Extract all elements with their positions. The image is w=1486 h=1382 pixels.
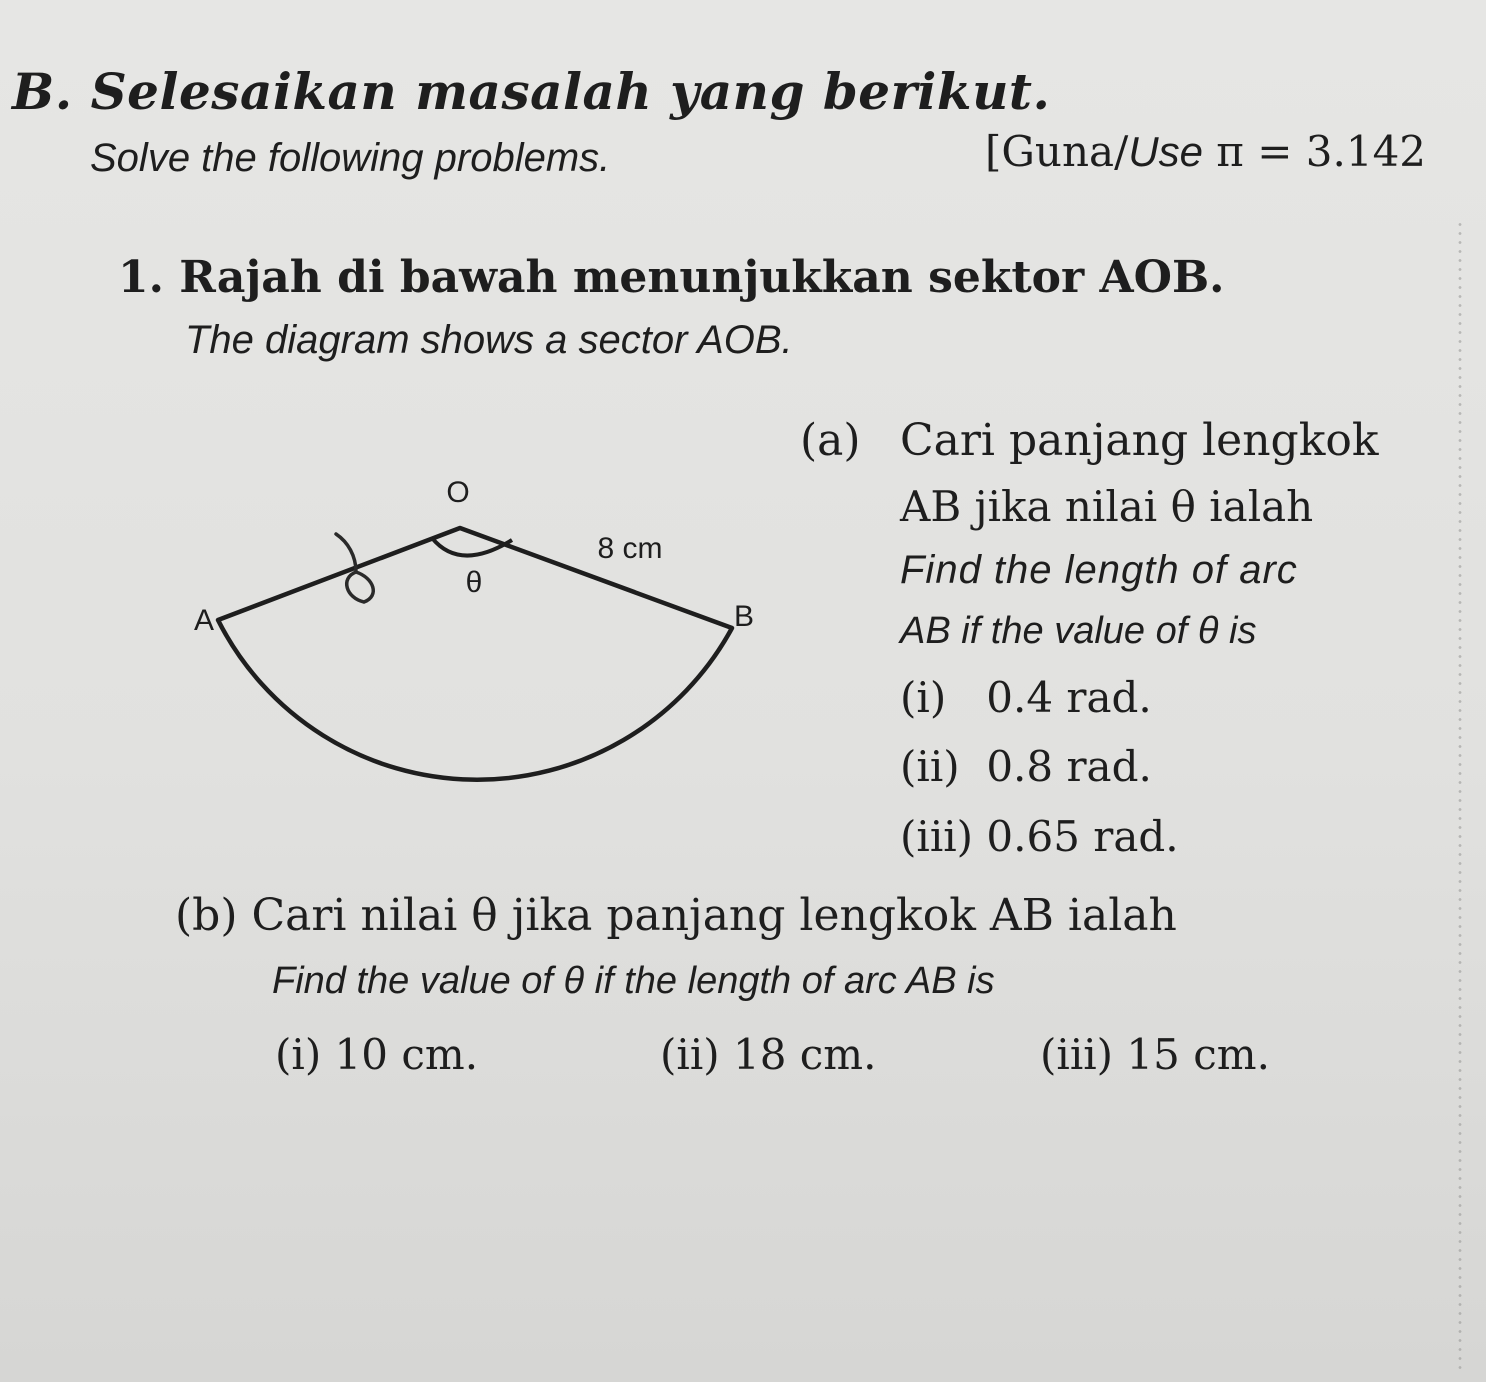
pi-note (985, 127, 1426, 176)
label-theta: θ (465, 566, 483, 599)
section-heading-ms: B. Selesaikan masalah yang berikut. (12, 62, 1051, 121)
part-a-text-en-2: AB if the value of θ is (900, 610, 1257, 652)
pi-note-prefix: [Guna/ (985, 127, 1129, 176)
part-a-label: (a) (800, 415, 861, 466)
binding-margin-dots (1455, 220, 1465, 1370)
sector-diagram (160, 460, 780, 820)
part-b-text-ms: (b) Cari nilai θ jika panjang lengkok AB ialah (175, 890, 1177, 941)
part-a-text-ms-2: AB jika nilai θ ialah (900, 482, 1314, 531)
part-a-item-ii: (ii) 0.8 rad. (900, 742, 1152, 791)
part-a-text-ms-1: Cari panjang lengkok (900, 415, 1379, 466)
part-b-text-en: Find the value of θ if the length of arc AB is (272, 960, 995, 1002)
label-o: O (446, 476, 470, 509)
part-a-text-en-1: Find the length of arc (900, 548, 1298, 592)
label-a: A (193, 604, 215, 637)
label-b: B (733, 600, 755, 633)
part-b-item-iii: (iii) 15 cm. (1040, 1030, 1270, 1079)
question1-intro-en: The diagram shows a sector AOB. (185, 318, 793, 362)
part-b-item-ii: (ii) 18 cm. (660, 1030, 877, 1079)
part-b-item-i: (i) 10 cm. (275, 1030, 479, 1079)
part-a-item-iii: (iii) 0.65 rad. (900, 812, 1179, 861)
pi-note-value: π = 3.142 (1202, 127, 1427, 176)
pi-note-use: Use (1128, 128, 1203, 175)
part-a-item-i: (i) 0.4 rad. (900, 673, 1152, 722)
question1-intro-ms: 1. Rajah di bawah menunjukkan sektor AOB. (118, 252, 1225, 303)
handwritten-mark (336, 534, 373, 602)
label-radius: 8 cm (597, 532, 663, 565)
section-heading-en: Solve the following problems. (90, 136, 611, 180)
